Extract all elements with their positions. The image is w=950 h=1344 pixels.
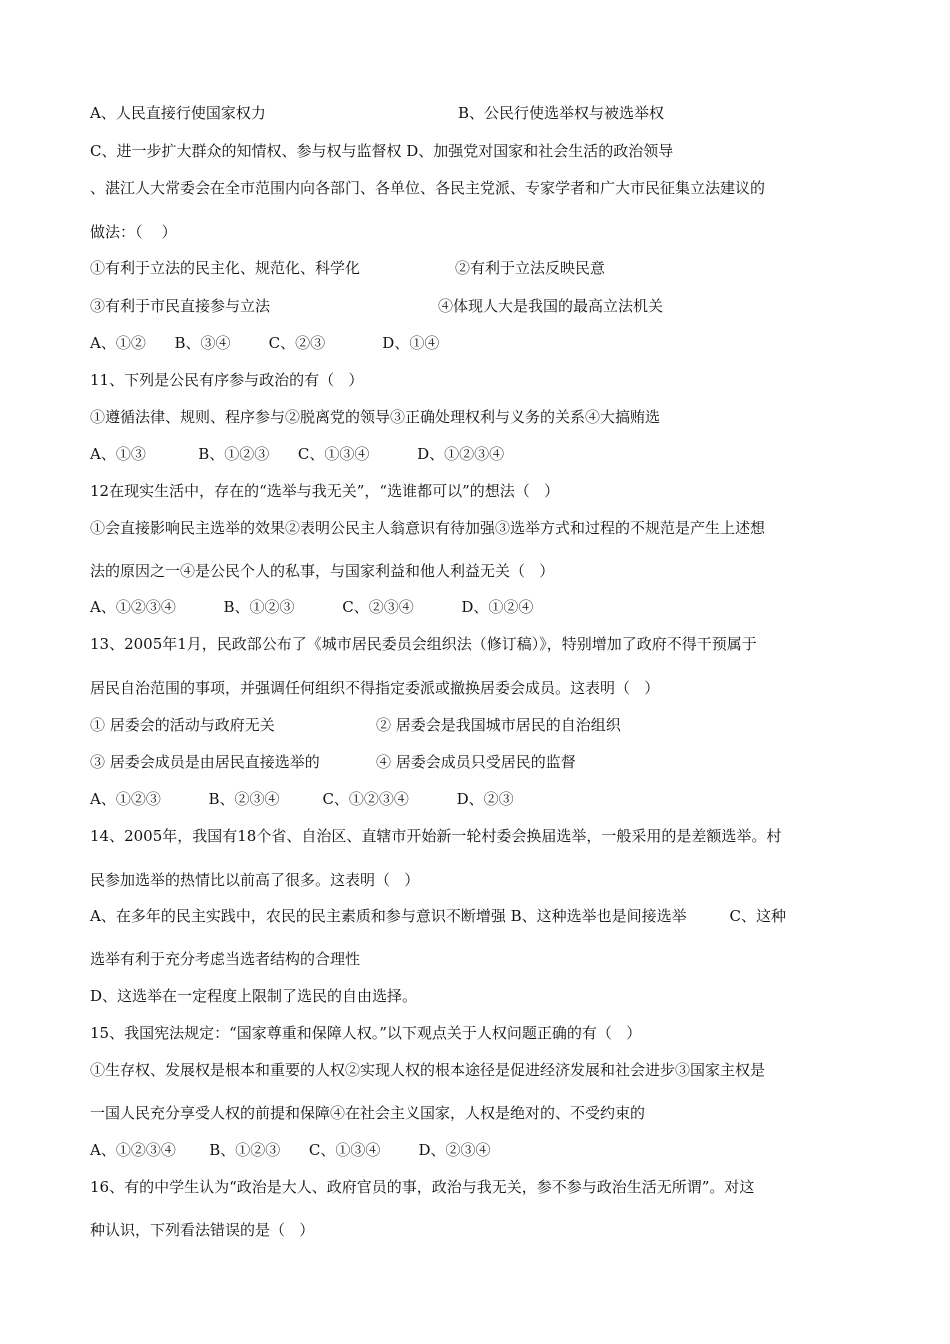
question-15-stem: 15、我国宪法规定：“国家尊重和保障人权。”以下观点关于人权问题正确的有（ ）: [90, 1024, 642, 1042]
q14-option-d: D、这选举在一定程度上限制了选民的自由选择。: [90, 987, 418, 1005]
q11-options: A、①③ B、①②③ C、①③④ D、①②③④: [90, 445, 505, 463]
question-16-stem-cont: 种认识，下列看法错误的是（ ）: [90, 1221, 315, 1239]
q10-options: A、①② B、③④ C、②③ D、①④: [90, 334, 440, 352]
q11-statements: ①遵循法律、规则、程序参与②脱离党的领导③正确处理权利与义务的关系④大搞贿选: [90, 408, 661, 426]
q10-statement-2: ②有利于立法反映民意: [455, 259, 606, 277]
q13-statement-2: ② 居委会是我国城市居民的自治组织: [376, 716, 621, 734]
q12-statements: ①会直接影响民主选举的效果②表明公民主人翁意识有待加强③选举方式和过程的不规范是产生上述想: [90, 519, 766, 537]
q10-statement-3: ③有利于市民直接参与立法: [90, 297, 271, 315]
question-12-stem: 12在现实生活中，存在的“选举与我无关”，“选谁都可以”的想法（ ）: [90, 482, 560, 500]
q13-statement-1: ① 居委会的活动与政府无关: [90, 716, 275, 734]
q15-options: A、①②③④ B、①②③ C、①③④ D、②③④: [90, 1141, 491, 1159]
question-14-stem-cont: 民参加选举的热情比以前高了很多。这表明（ ）: [90, 871, 420, 889]
q10-statement-4: ④体现人大是我国的最高立法机关: [438, 297, 664, 315]
question-14-stem: 14、2005年，我国有18个省、自治区、直辖市开始新一轮村委会换届选举，一般采用的是差额选举。村: [90, 827, 782, 845]
question-11-stem: 11、下列是公民有序参与政治的有（ ）: [90, 371, 364, 389]
question-10-stem: 、湛江人大常委会在全市范围内向各部门、各单位、各民主党派、专家学者和广大市民征集立法建议的: [90, 179, 766, 197]
q14-options-cont: 选举有利于充分考虑当选者结构的合理性: [90, 950, 361, 968]
question-10-stem-cont: 做法：（ ）: [90, 223, 177, 241]
q13-statement-4: ④ 居委会成员只受居民的监督: [376, 753, 576, 771]
question-16-stem: 16、有的中学生认为“政治是大人、政府官员的事，政治与我无关，参不参与政治生活无所谓”。对这: [90, 1178, 755, 1196]
option-b-line: B、公民行使选举权与被选举权: [458, 104, 665, 122]
q13-options: A、①②③ B、②③④ C、①②③④ D、②③: [90, 790, 514, 808]
question-13-stem-cont: 居民自治范围的事项，并强调任何组织不得指定委派或撤换居委会成员。这表明（ ）: [90, 679, 660, 697]
q14-options: A、在多年的民主实践中，农民的民主素质和参与意识不断增强 B、这种选举也是间接选举 C、这种: [90, 907, 787, 925]
question-13-stem: 13、2005年1月，民政部公布了《城市居民委员会组织法（修订稿）》，特别增加了政府不得干预属于: [90, 635, 757, 653]
option-cd-line: C、进一步扩大群众的知情权、参与权与监督权 D、加强党对国家和社会生活的政治领导: [90, 142, 674, 160]
q15-statements: ①生存权、发展权是根本和重要的人权②实现人权的根本途径是促进经济发展和社会进步③国家主权是: [90, 1061, 766, 1079]
q10-statement-1: ①有利于立法的民主化、规范化、科学化: [90, 259, 361, 277]
q15-statements-cont: 一国人民充分享受人权的前提和保障④在社会主义国家，人权是绝对的、不受约束的: [90, 1104, 646, 1122]
q12-options: A、①②③④ B、①②③ C、②③④ D、①②④: [90, 598, 534, 616]
option-a-line: A、人民直接行使国家权力: [90, 104, 266, 122]
q12-statements-cont: 法的原因之一④是公民个人的私事，与国家利益和他人利益无关（ ）: [90, 562, 555, 580]
q13-statement-3: ③ 居委会成员是由居民直接选举的: [90, 753, 320, 771]
